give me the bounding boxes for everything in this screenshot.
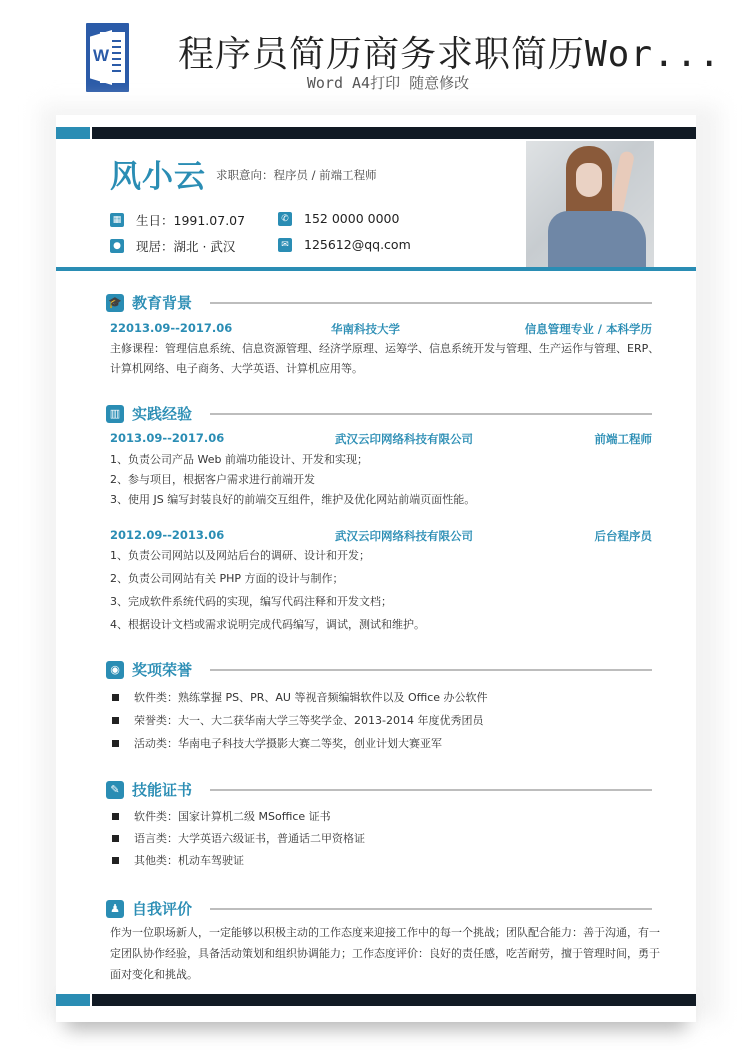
self-eval-text: 作为一位职场新人，一定能够以积极主动的工作态度来迎接工作中的每一个挑战；团队配合能力：善于沟通，有一定团队协作经验，具备活动策划和组织协调能力；工作态度评价：良好的责任感，吃苦耐劳，擅于管理时间，勇于面对变化和挑战。	[110, 926, 660, 981]
job-duty: 1、负责公司产品 Web 前端功能设计、开发和实现；	[110, 453, 368, 466]
bottom-accent-bar	[56, 994, 90, 1006]
banner-title: 程序员简历商务求职简历Wor...	[178, 34, 722, 75]
location-info: ● 现居：湖北 · 武汉	[110, 237, 235, 255]
section-experience: ▥ 实践经验	[106, 403, 652, 424]
bar-chart-icon: ▥	[106, 405, 124, 423]
skill-item: 软件类：国家计算机二级 MSoffice 证书	[112, 808, 331, 824]
resume-page	[56, 115, 696, 1022]
award-item: 软件类：熟练掌握 PS、PR、AU 等视音频编辑软件以及 Office 办公软件	[112, 689, 488, 705]
job-duty: 4、根据设计文档或需求说明完成代码编写，调试，测试和维护。	[110, 618, 425, 631]
banner-subtitle: Word A4打印 随意修改	[306, 74, 470, 92]
phone-icon: ✆	[278, 212, 292, 226]
graduation-cap-icon: 🎓	[106, 294, 124, 312]
birthday-info: ▦ 生日：1991.07.07	[110, 211, 245, 229]
profile-photo	[526, 141, 654, 269]
skill-item: 其他类：机动车驾驶证	[112, 852, 244, 868]
section-education: 🎓 教育背景	[106, 292, 652, 313]
section-awards: ◉ 奖项荣誉	[106, 659, 652, 680]
job-duty: 1、负责公司网站以及网站后台的调研、设计和开发；	[110, 549, 370, 562]
section-self-eval: ♟ 自我评价	[106, 898, 652, 919]
job-duty: 2、负责公司网站有关 PHP 方面的设计与制作；	[110, 572, 344, 585]
word-logo-icon: W	[86, 23, 129, 92]
header-divider	[56, 267, 696, 271]
job-intent: 求职意向：程序员 / 前端工程师	[216, 168, 377, 182]
location-pin-icon: ●	[110, 239, 124, 253]
job-row: 2013.09--2017.06 武汉云印网络科技有限公司 前端工程师	[110, 431, 652, 446]
award-item: 荣誉类：大一、大二获华南大学三等奖学金、2013-2014 年度优秀团员	[112, 712, 483, 728]
education-courses: 主修课程：管理信息系统、信息资源管理、经济学原理、运筹学、信息系统开发与管理、生产运作与管理、ERP、计算机网络、电子商务、大学英语、计算机应用等。	[110, 342, 660, 375]
calendar-icon: ▦	[110, 213, 124, 227]
section-skills: ✎ 技能证书	[106, 779, 652, 800]
section-divider	[210, 789, 652, 791]
top-dark-bar	[92, 127, 696, 139]
section-divider	[210, 908, 652, 910]
section-divider	[210, 669, 652, 671]
camera-icon: ◉	[106, 661, 124, 679]
top-accent-bar	[56, 127, 90, 139]
education-row: 22013.09--2017.06 华南科技大学 信息管理专业 / 本科学历	[110, 321, 652, 336]
award-item: 活动类：华南电子科技大学摄影大赛二等奖，创业计划大赛亚军	[112, 735, 442, 751]
section-divider	[210, 302, 652, 304]
banner	[0, 0, 750, 110]
candidate-name: 风小云	[110, 159, 206, 195]
mail-icon: ✉	[278, 238, 292, 252]
bottom-dark-bar	[92, 994, 696, 1006]
email-info[interactable]: ✉ 125612@qq.com	[278, 237, 411, 252]
mouse-icon: ✎	[106, 781, 124, 799]
job-row: 2012.09--2013.06 武汉云印网络科技有限公司 后台程序员	[110, 528, 652, 543]
job-duty: 2、参与项目，根据客户需求进行前端开发	[110, 473, 315, 486]
section-divider	[210, 413, 652, 415]
job-duty: 3、完成软件系统代码的实现，编写代码注释和开发文档；	[110, 595, 392, 608]
skill-item: 语言类：大学英语六级证书，普通话二甲资格证	[112, 830, 365, 846]
job-duty: 3、使用 JS 编写封装良好的前端交互组件，维护及优化网站前端页面性能。	[110, 493, 476, 506]
person-icon: ♟	[106, 900, 124, 918]
phone-info: ✆ 152 0000 0000	[278, 211, 399, 226]
